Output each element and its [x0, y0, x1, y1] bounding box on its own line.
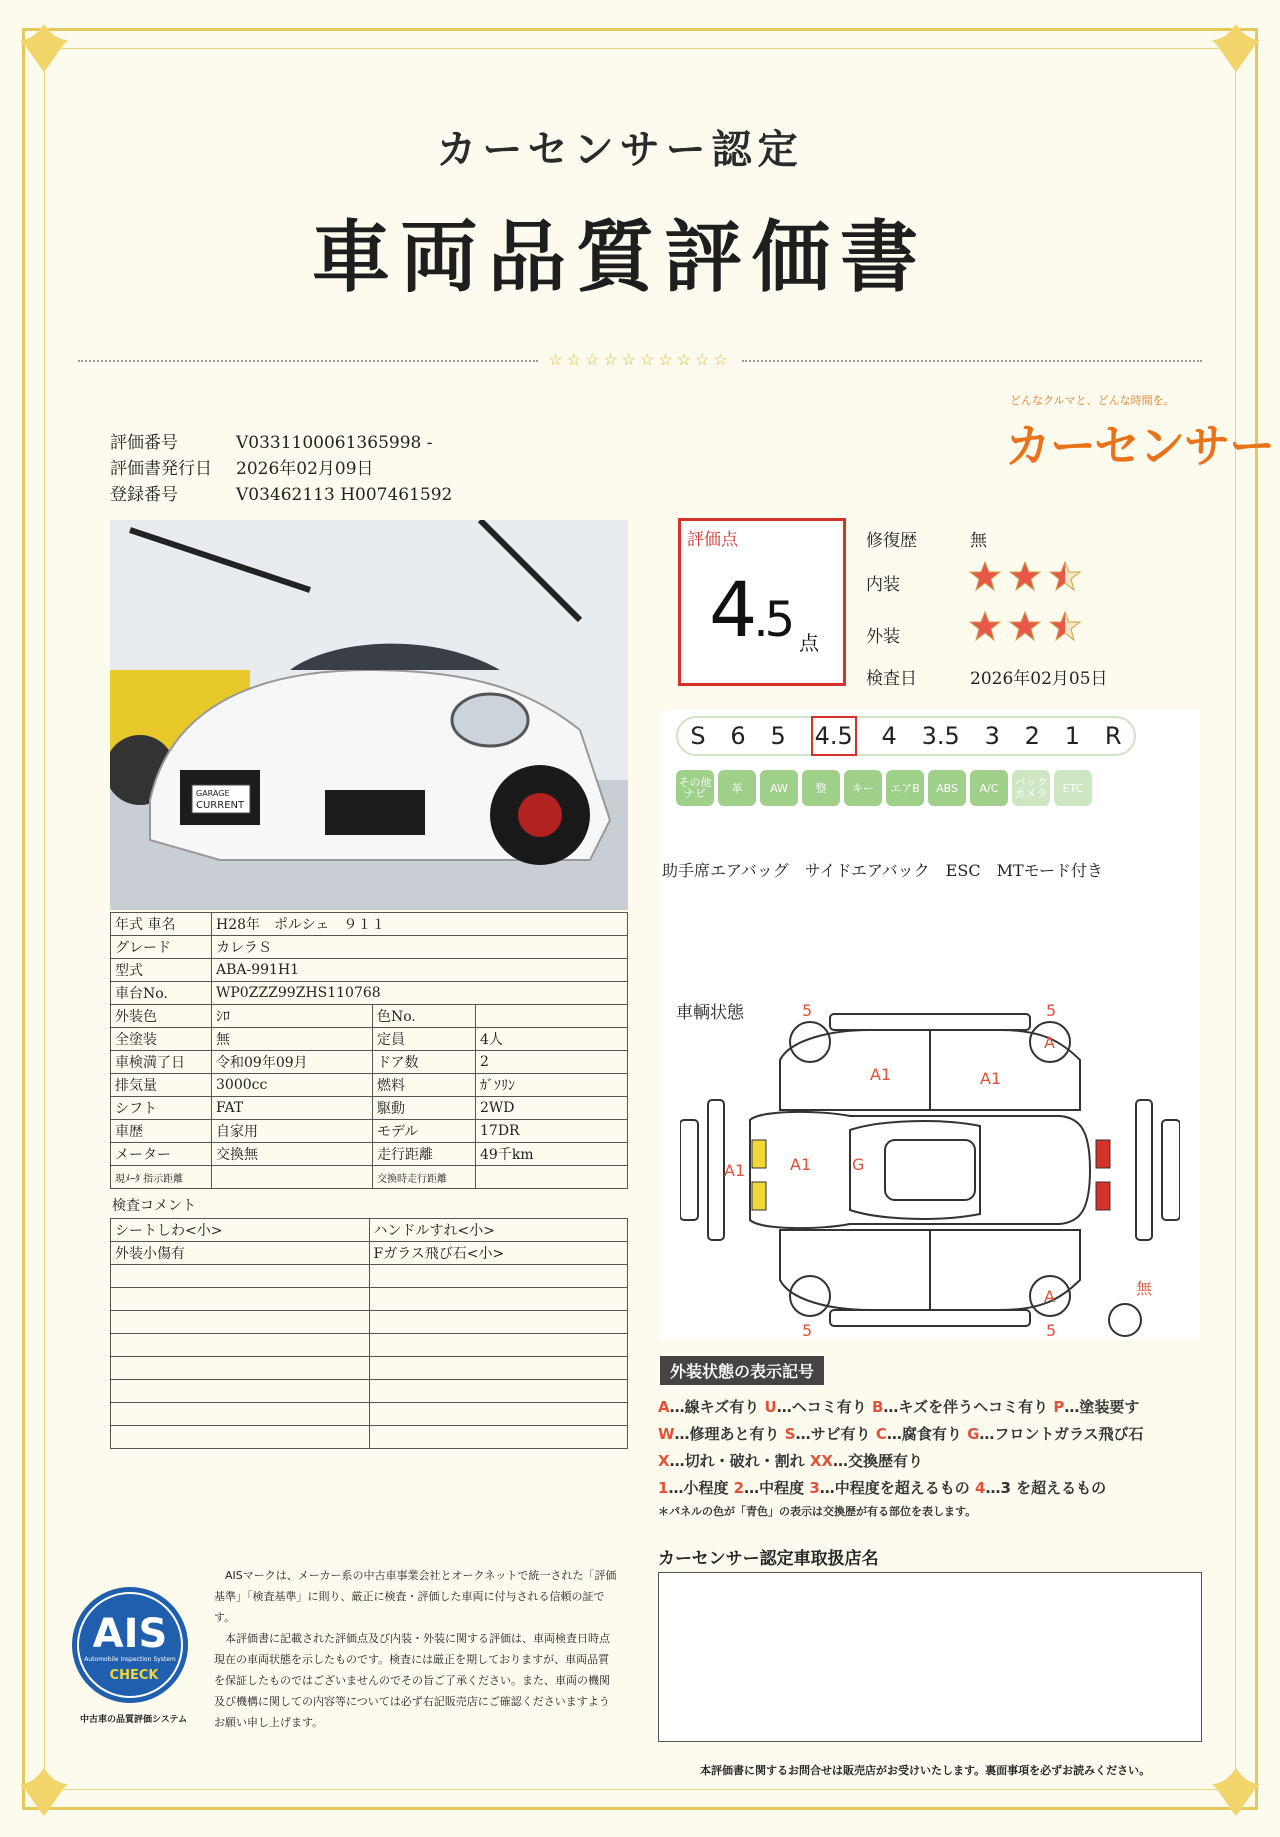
comments-label: 検査コメント: [112, 1198, 196, 1214]
ais-check-text: CHECK: [109, 1668, 159, 1683]
legend-code: A: [658, 1398, 670, 1416]
legend-text: …ヘコミ有り: [776, 1398, 872, 1416]
legend-heading: 外装状態の表示記号: [660, 1356, 824, 1385]
exterior-rating: [968, 610, 1088, 644]
spec-value: 2: [476, 1051, 628, 1074]
alloy-wheel-icon: AW: [760, 770, 798, 806]
plate-text-2: CURRENT: [196, 800, 245, 811]
plate-text-1: GARAGE: [196, 789, 230, 798]
star-icon: [968, 560, 1002, 594]
legend-line: [658, 1475, 1144, 1502]
legend-code: W: [658, 1425, 675, 1443]
legend-code: S: [784, 1425, 796, 1443]
star-icon: [1008, 560, 1042, 594]
legend-code: P: [1053, 1398, 1065, 1416]
score-value: [709, 565, 791, 654]
legend-code: B: [871, 1398, 884, 1416]
spec-row-year: [111, 913, 628, 936]
legend-code: 3: [809, 1479, 820, 1497]
comment-row: [111, 1403, 628, 1426]
spec-key: モデル: [373, 1120, 476, 1143]
score-label: 評価点: [687, 530, 738, 550]
spec-row: [111, 1143, 628, 1166]
grade-step: 1: [1064, 722, 1081, 750]
spec-value: 令和09年09月: [212, 1051, 373, 1074]
spec-key: シフト: [111, 1097, 212, 1120]
legend-text: …3 を超えるもの: [985, 1479, 1107, 1497]
spec-value: 交換無: [212, 1143, 373, 1166]
issue-date-label: 評価書発行日: [110, 459, 212, 479]
spec-row: [111, 1074, 628, 1097]
comment-row: [111, 1219, 628, 1242]
dealer-box: [658, 1572, 1202, 1742]
spec-row: [111, 1166, 628, 1189]
spec-value: ｶﾞｿﾘﾝ: [476, 1074, 628, 1097]
airbag-icon: エアB: [886, 770, 924, 806]
legend-line: [658, 1448, 1144, 1475]
spec-row: [111, 1028, 628, 1051]
comment-row: [111, 1311, 628, 1334]
spec-key: 交換時走行距離: [373, 1166, 476, 1189]
damage-mark: A: [1044, 1287, 1055, 1306]
spec-key: 年式 車名: [111, 913, 212, 936]
legend-text: …修理あと有り: [674, 1425, 785, 1443]
document-subtitle: カーセンサー認定: [436, 126, 804, 173]
comment-row: [111, 1426, 628, 1449]
spec-value: FAT: [212, 1097, 373, 1120]
spec-row: [111, 1097, 628, 1120]
spare-tire-mark: 無: [1136, 1279, 1153, 1298]
comment-cell: [369, 1426, 628, 1449]
legend-note: ＊パネルの色が「青色」の表示は交換歴が有る部位を表します。: [658, 1505, 977, 1518]
legend-code: G: [967, 1425, 980, 1443]
grade-step: R: [1104, 722, 1122, 750]
star-icon: [1048, 560, 1082, 594]
spec-value: ABA-991H1: [212, 959, 628, 982]
comment-cell: [369, 1288, 628, 1311]
grade-step-selected: 4.5: [811, 716, 857, 756]
divider-right: [742, 360, 1202, 362]
navi-icon: その他ナビ: [676, 770, 714, 806]
spec-value: 49千km: [476, 1143, 628, 1166]
ais-logo-sub: Automobile Inspection System: [84, 1656, 176, 1663]
repair-history-label: 修復歴: [866, 531, 917, 551]
comment-row: [111, 1357, 628, 1380]
legend-text: …小程度: [668, 1479, 734, 1497]
comment-cell: [111, 1334, 370, 1357]
legend-code: 1: [658, 1479, 669, 1497]
legend-code: 2: [733, 1479, 745, 1497]
comment-cell: シートしわ<小>: [111, 1219, 370, 1242]
comment-row: [111, 1242, 628, 1265]
vehicle-diagram: [680, 1000, 1180, 1340]
comments-table: [110, 1218, 628, 1449]
comment-cell: [111, 1311, 370, 1334]
document-title: 車両品質評価書: [311, 212, 928, 303]
star-icon: [1048, 610, 1082, 644]
reg-no-label: 登録番号: [110, 485, 178, 505]
grade-step: 3.5: [921, 722, 960, 750]
comment-cell: [111, 1288, 370, 1311]
divider-stars: ☆☆☆☆☆☆☆☆☆☆: [548, 350, 732, 369]
spec-key: 走行距離: [373, 1143, 476, 1166]
etc-icon: ETC: [1054, 770, 1092, 806]
spec-value: [212, 1166, 373, 1189]
legend-text: …フロントガラス飛び石: [979, 1425, 1144, 1443]
spec-row: [111, 1005, 628, 1028]
comment-row: [111, 1380, 628, 1403]
grade-step: S: [690, 722, 706, 750]
legend-line: [658, 1421, 1144, 1448]
issue-date-value: 2026年02月09日: [236, 459, 374, 479]
dealer-label: カーセンサー認定車取扱店名: [658, 1549, 879, 1569]
grade-step: 3: [984, 722, 1000, 750]
spec-key: 現ﾒｰﾀ 指示距離: [111, 1166, 212, 1189]
damage-mark: 5: [802, 1321, 813, 1340]
spec-value: H28年 ポルシェ ９１１: [212, 913, 628, 936]
damage-mark: G: [852, 1155, 865, 1174]
grade-step: 4: [881, 722, 897, 750]
feature-list: 助手席エアバッグ サイドエアバック ESC MTモード付き: [662, 861, 1103, 880]
reg-no-value: V03462113 H007461592: [236, 485, 453, 505]
spec-row-model-code: [111, 959, 628, 982]
spec-key: 外装色: [111, 1005, 212, 1028]
eval-no-value: V0331100061365998 -: [236, 433, 433, 453]
damage-mark: A1: [724, 1161, 746, 1180]
legend-code: U: [764, 1398, 777, 1416]
spec-key: 全塗装: [111, 1028, 212, 1051]
ac-icon: A/C: [970, 770, 1008, 806]
eval-no-label: 評価番号: [110, 433, 178, 453]
star-icon: [1008, 610, 1042, 644]
corner-ornament-icon: [14, 18, 74, 78]
spec-value: カレラＳ: [212, 936, 628, 959]
brand-tagline: どんなクルマと、どんな時間を。: [1010, 394, 1175, 407]
spec-value: 17DR: [476, 1120, 628, 1143]
legend-text: …サビ有り: [795, 1425, 876, 1443]
spec-key: 色No.: [373, 1005, 476, 1028]
ais-paragraph: 本評価書に記載された評価点及び内装・外装に関する評価は、車両検査日時点現在の車両状態を示したものです。検査には厳正を期しておりますが、車両品質を保証したものではございませんのでその旨ご了承ください。また、車両の機関及び機構に関しての内容等については必ず右記販売店にご確認くださいますようお願い申し上げます。: [214, 1632, 610, 1729]
damage-mark: A1: [870, 1065, 892, 1084]
comment-row: [111, 1288, 628, 1311]
score-box: [678, 518, 846, 686]
legend-code: 4: [975, 1479, 986, 1497]
legend-text: …塗装要す: [1064, 1398, 1140, 1416]
star-icon: [968, 610, 1002, 644]
legend-code: XX: [809, 1452, 833, 1470]
ais-caption: 中古車の品質評価システム: [80, 1715, 188, 1725]
legend-code: X: [658, 1452, 670, 1470]
comment-cell: [111, 1380, 370, 1403]
abs-icon: ABS: [928, 770, 966, 806]
legend-text: …切れ・破れ・割れ: [669, 1452, 810, 1470]
exterior-label: 外装: [866, 627, 900, 647]
spec-key: 車歴: [111, 1120, 212, 1143]
spec-key: 駆動: [373, 1097, 476, 1120]
interior-label: 内装: [866, 575, 900, 595]
legend-block: [658, 1394, 1144, 1522]
comment-row: [111, 1265, 628, 1288]
damage-mark: 5: [1046, 1001, 1057, 1020]
grade-scale: [676, 716, 1136, 756]
legend-text: …交換歴有り: [832, 1452, 923, 1470]
comment-cell: [369, 1311, 628, 1334]
ais-paragraph: AISマークは、メーカー系の中古車事業会社とオークネットで統一された「評価基準」「検査基準」に則り、厳正に検査・評価した車両に付与される信頼の証です。: [214, 1569, 617, 1624]
comment-cell: [111, 1426, 370, 1449]
interior-rating: [968, 560, 1088, 594]
spec-key: 車台No.: [111, 982, 212, 1005]
footer-note: 本評価書に関するお問合せは販売店がお受けいたします。裏面事項を必ずお読みください。: [700, 1764, 1151, 1777]
damage-mark: A: [1044, 1033, 1055, 1052]
spec-key: ドア数: [373, 1051, 476, 1074]
comment-cell: [111, 1265, 370, 1288]
spec-value: WP0ZZZ99ZHS110768: [212, 982, 628, 1005]
comment-row: [111, 1334, 628, 1357]
damage-mark: A1: [980, 1069, 1002, 1088]
comment-cell: [369, 1334, 628, 1357]
brand-logo: カーセンサー: [1005, 419, 1275, 473]
legend-text: …線キズ有り: [669, 1398, 765, 1416]
legend-text: …キズを伴うヘコミ有り: [883, 1398, 1054, 1416]
divider-left: [78, 360, 538, 362]
spec-value: 2WD: [476, 1097, 628, 1120]
spec-value: [476, 1166, 628, 1189]
corner-ornament-icon: [14, 1762, 74, 1822]
repair-history-value: 無: [970, 531, 987, 551]
ais-logo-text: AIS: [92, 1611, 168, 1657]
grade-panel: [660, 710, 1200, 1340]
corner-ornament-icon: [1206, 1762, 1266, 1822]
comment-cell: [369, 1380, 628, 1403]
vehicle-condition-label: 車輌状態: [676, 1003, 744, 1023]
grade-step: 5: [770, 722, 786, 750]
comment-cell: [111, 1403, 370, 1426]
comment-cell: ハンドルすれ<小>: [369, 1219, 628, 1242]
spec-value: 自家用: [212, 1120, 373, 1143]
comment-cell: [369, 1265, 628, 1288]
spec-value: [476, 1005, 628, 1028]
comment-cell: 外装小傷有: [111, 1242, 370, 1265]
spec-key: 排気量: [111, 1074, 212, 1097]
equipment-icons: [676, 770, 1092, 806]
score-unit: 点: [799, 631, 819, 655]
comment-cell: [111, 1357, 370, 1380]
smart-key-icon: キー: [844, 770, 882, 806]
spec-key: 車検満了日: [111, 1051, 212, 1074]
ais-description: [214, 1565, 619, 1733]
spec-value: ｼﾛ: [212, 1005, 373, 1028]
legend-line: [658, 1394, 1144, 1421]
spec-row-vin: [111, 982, 628, 1005]
spec-key: 定員: [373, 1028, 476, 1051]
ais-logo-icon: [70, 1585, 190, 1705]
spec-row-grade: [111, 936, 628, 959]
leather-icon: 革: [718, 770, 756, 806]
legend-code: C: [875, 1425, 887, 1443]
comment-cell: [369, 1403, 628, 1426]
grade-step: 6: [730, 722, 746, 750]
spec-key: メーター: [111, 1143, 212, 1166]
maintenance-icon: 整: [802, 770, 840, 806]
spec-key: 型式: [111, 959, 212, 982]
spec-value: 無: [212, 1028, 373, 1051]
back-camera-icon: バックカメラ: [1012, 770, 1050, 806]
spec-row: [111, 1120, 628, 1143]
comment-cell: [369, 1357, 628, 1380]
score-dec: .5: [753, 592, 792, 648]
spec-value: 4人: [476, 1028, 628, 1051]
legend-text: …中程度: [744, 1479, 810, 1497]
spec-row: [111, 1051, 628, 1074]
spec-value: 3000cc: [212, 1074, 373, 1097]
grade-step: 2: [1024, 722, 1040, 750]
meta-block: [110, 430, 452, 508]
score-int: 4: [709, 565, 754, 654]
legend-text: …中程度を超えるもの: [819, 1479, 976, 1497]
inspection-date-value: 2026年02月05日: [970, 669, 1108, 689]
spec-table: [110, 912, 628, 1189]
corner-ornament-icon: [1206, 18, 1266, 78]
spec-key: グレード: [111, 936, 212, 959]
inspection-date-label: 検査日: [866, 669, 917, 689]
legend-text: …腐食有り: [886, 1425, 968, 1443]
damage-mark: A1: [790, 1155, 812, 1174]
car-photo: [110, 520, 628, 910]
damage-mark: 5: [802, 1001, 813, 1020]
spec-key: 燃料: [373, 1074, 476, 1097]
comment-cell: Fガラス飛び石<小>: [369, 1242, 628, 1265]
damage-mark: 5: [1046, 1321, 1057, 1340]
